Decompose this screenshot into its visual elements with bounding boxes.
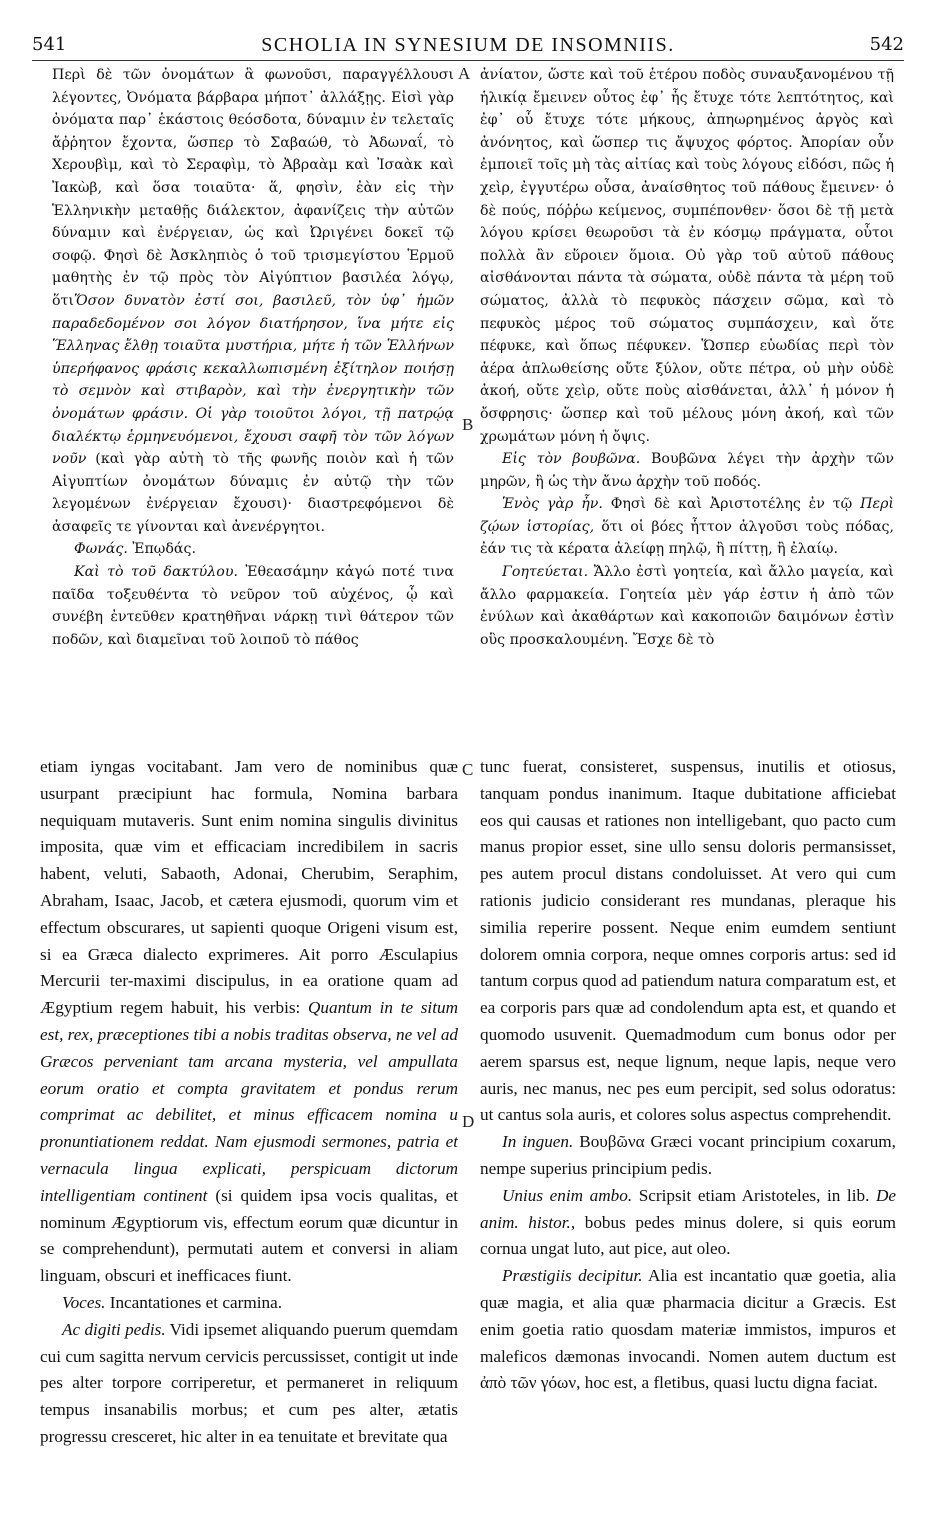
paragraph bbox=[52, 561, 454, 651]
body-text: ὅτι οἱ βόες ἧττον ἀλγοῦσι τοὺς πόδας, ἐάν τις τὰ κέρατα ἀλείφῃ πηλῷ, ἢ πίττῃ, ἢ ἐλαίῳ. bbox=[480, 518, 894, 558]
paragraph bbox=[40, 1317, 458, 1451]
lemma: Præstigiis decipitur. bbox=[502, 1266, 643, 1286]
section-marker-b: B bbox=[462, 415, 474, 434]
greek-column-left bbox=[52, 64, 454, 726]
body-text: tunc fuerat, consisteret, suspensus, inutilis et otiosus, tanquam pondus inanimum. Itaque dubitatione afficiebat eos qui causas et rationes non intelligebant, quo pacto cum manus propior esset, sine ullo sensu doloris permansisset, pes autem procul distans condoluisset. At vero qui cum rationis judicio considerant res mundanas, pleraque his similia reperire possent. Neque enim eumdem sentiunt dolorem omnia corpora, neque omnes corporis artus: sed id tantum corpus quod ad patiendum natura comparatum est, et ea corporis pars quæ ad condolendum apta est, et quando et quomodo usuvenit. Quemadmodum cum bonus odor per aerem sparsus est, neque lignum, neque lapis, neque vero auris, nec manus, nec pes eum percipit, sed solus odoratus: ut cantus sola auris, et colores solus aspectus comprehendit. bbox=[480, 757, 896, 1125]
quotation-text: Ὅσον δυνατὸν ἐστί σοι, βασιλεῦ, τὸν ὑφ᾽ ἡμῶν παραδεδομένον σοι λόγον διατήρησον, ἵνα μήτε εἰς Ἕλληνας ἔλθῃ τοιαῦτα μυστήρια, μήτε ἡ τῶν Ἑλλήνων ὑπερήφανος φράσις κεκαλλωπισμένη ἐξίτηλον ποιήσῃ τὸ σεμνὸν καὶ στιβαρὸν, καὶ τὴν ἐνεργητικὴν τῶν ὀνομάτων φράσιν. Οἱ γὰρ τοιοῦτοι λόγοι, τῇ πατρῴᾳ διαλέκτῳ ἑρμηνευόμενοι, ἔχουσι σαφῆ τὸν τῶν λόγων νοῦν bbox=[52, 292, 454, 468]
greek-column-right bbox=[480, 64, 894, 726]
paragraph bbox=[52, 538, 454, 561]
paragraph bbox=[480, 1183, 896, 1263]
paragraph bbox=[480, 561, 894, 651]
lemma: Καὶ τὸ τοῦ δακτύλου. bbox=[74, 564, 238, 581]
running-header bbox=[32, 34, 904, 58]
running-title: SCHOLIA IN SYNESIUM DE INSOMNIIS. bbox=[261, 34, 675, 56]
latin-column-left bbox=[40, 754, 458, 1532]
body-text: (si quidem ipsa vocis qualitas, et nominum Ægyptiorum vis, effectum eorum quæ dicuntur in se comprehendunt), permutati autem et conversi in aliam linguam, obscuri et inefficaces fiunt. bbox=[40, 1185, 458, 1286]
body-text: (καὶ γὰρ αὐτὴ τὸ τῆς φωνῆς ποιὸν καὶ ἡ τῶν Αἰγυπτίων ὀνομάτων δύναμις ἐν αὐτῷ τὴν τῶν λεγομένων ἐνέργειαν ἔχουσι)· διαστρεφόμενοι δὲ ἀσαφεῖς τε γίνονται καὶ ἀνενέργητοι. bbox=[52, 451, 454, 535]
body-text: etiam iyngas vocitabant. Jam vero de nominibus quæ usurpant præcipiunt hac formula, Nomina barbara nequiquam mutaveris. Sunt enim nomina singulis divinitus imposita, quæ vim et efficaciam incredibilem in sacris habent, veluti, Sabaoth, Adonai, Cherubim, Seraphim, Abraham, Isaac, Jacob, et cætera ejusmodi, quorum vim et effectum obscurares, ut sapienti quoque Origeni visum est, si ea Græca dialecto exprimeres. Ait porro Æsculapius Mercurii ter-maximi discipulus, in ea oratione quam ad Ægyptium regem habuit, his verbis: bbox=[40, 757, 458, 1018]
body-text: Scripsit etiam Aristoteles, in lib. bbox=[632, 1185, 876, 1205]
lemma: Unius enim ambo. bbox=[502, 1185, 633, 1205]
section-marker-d: D bbox=[462, 1112, 475, 1131]
lemma: Γοητεύεται. bbox=[502, 564, 589, 581]
page-number-left: 541 bbox=[32, 34, 67, 55]
header-rule bbox=[32, 60, 904, 61]
body-text: Περὶ δὲ τῶν ὀνομάτων ἃ φωνοῦσι, παραγγέλλουσι λέγοντες, Ὀνόματα βάρβαρα μήποτ᾽ ἀλλάξῃς. Εἰσὶ γὰρ ὀνόματα παρ᾽ ἑκάστοις θεόσδοτα, δύναμιν ἐν τελεταῖς ἄῤῥητον ἔχοντα, ὥσπερ τὸ Σαβαώθ, τὸ Ἀδωναΐ, τὸ Χερουβὶμ, καὶ τὸ Σεραφὶμ, τὸ Ἀβραὰμ καὶ Ἰσαὰκ καὶ Ἰακὼβ, καὶ ὅσα τοιαῦτα· ἅ, φησὶν, ἐὰν εἰς τὴν Ἑλληνικὴν μεταθῇς διάλεκτον, ἀφανίζεις τὴν αὐτῶν δύναμιν καὶ ἐνέργειαν, ὡς καὶ Ὠριγένει δοκεῖ τῷ σοφῷ. Φησὶ δὲ Ἀσκληπιὸς ὁ τοῦ τρισμεγίστου Ἑρμοῦ μαθητὴς ἐν τῷ πρὸς τὸν Αἰγύπτιον βασιλέα λόγῳ, ὅτι bbox=[52, 67, 454, 309]
paragraph bbox=[480, 1129, 896, 1183]
body-text: Βουβῶνα Græci vocant principium coxarum, nempe superius principium pedis. bbox=[480, 1132, 896, 1178]
body-text: Ἐπῳδάς. bbox=[127, 541, 196, 558]
body-text: ἀνίατον, ὥστε καὶ τοῦ ἑτέρου ποδὸς συναυξανομένου τῇ ἡλικίᾳ ἔμεινεν οὗτος ἐφ᾽ ἧς ἔτυχε τότε λεπτότητος, καὶ ἐφ᾽ οὗ ἔτυχε τότε μήκους, ἀπηωρημένος ἀργὸς καὶ ἀνόνητος, καὶ ὥσπερ τις ἄψυχος φόρτος. Ἀπορίαν οὖν ἐμποιεῖ τοῖς μὴ τὰς αἰτίας καὶ τοὺς λόγους εἰδόσι, πῶς ἡ χεὶρ, ἐγγυτέρω οὖσα, ἀναίσθητος τοῦ πάθους ἔμεινεν· ὁ δὲ πούς, πόῤῥω κείμενος, συμπέπονθεν· ὅσοι δὲ τῇ μετὰ λόγου κρίσει θεωροῦσι τὰ ἐν κόσμῳ πράγματα, οὗτοι πολλὰ ἂν εὕροιεν ὅμοια. Οὐ γὰρ τοῦ αὐτοῦ πάθους αἰσθάνονται πάντα τὰ σώματα, οὐδὲ πάντα τὰ μέρη τοῦ σώματος, ἀλλὰ τὸ πεφυκὸς πάσχειν σῶμα, καὶ τὸ πεφυκὸς μέρος τοῦ σώματος συμπάσχειν, καὶ ὅτε πέφυκε, καὶ ὅπως πέφυκεν. Ὥσπερ εὐωδίας περὶ τὸν ἀέρα ἁπλωθείσης οὔτε ξύλον, οὔτε πέτρα, οὐ μὴν οὐδὲ ἀκοή, οὔτε χεὶρ, οὔτε ποὺς αἰσθάνεται, ἀλλ᾽ ἡ μόνον ἡ ὄσφρησις· ὥσπερ καὶ τοῦ μέλους μόνη ἀκοή, καὶ τῶν χρωμάτων μόνη ἡ ὄψις. bbox=[480, 67, 894, 445]
work-title: De anim. histor. bbox=[480, 1185, 896, 1232]
section-marker-c: C bbox=[462, 760, 474, 779]
body-text: Alia est incantatio quæ goetia, alia quæ magia, et alia quæ pharmacia dicitur a Græcis. Est enim goetia ratio quosdam materiæ immistos, impuros et maleficos dæmonas invocandi. Nomen autem ductum est ἀπὸ τῶν γόων, hoc est, a fletibus, quasi luctu digna faciat. bbox=[480, 1266, 896, 1393]
lemma: Φωνάς. bbox=[74, 541, 128, 558]
paragraph bbox=[480, 493, 894, 561]
body-text: Φησὶ δὲ καὶ Ἀριστοτέλης ἐν τῷ bbox=[602, 496, 861, 513]
lemma: Ἑνὸς γὰρ ἦν. bbox=[502, 496, 603, 513]
lemma: In inguen. bbox=[502, 1132, 574, 1152]
paragraph bbox=[480, 448, 894, 493]
body-text: , bobus pedes minus dolere, si quis eorum cornua ungat luto, aut pice, aut oleo. bbox=[480, 1212, 896, 1259]
lemma: Εἰς τὸν βουβῶνα. bbox=[502, 451, 641, 468]
quotation-text: Quantum in te situm est, rex, præceptiones tibi a nobis traditas observa, ne vel ad Græcos perveniant tam arcana mysteria, vel ampullata eorum oratio et compta gravitatem et pondus rerum comprimat ac debilitet, et minus efficacem nomina u pronuntiationem reddat. Nam ejusmodi sermones, patria et vernacula lingua explicati, perspicuam dictorum intelligentiam continent bbox=[40, 998, 458, 1205]
paragraph bbox=[40, 754, 458, 1290]
lemma: Voces. bbox=[62, 1292, 106, 1312]
lemma: Ac digiti pedis. bbox=[62, 1319, 166, 1339]
body-text: Vidi ipsemet aliquando puerum quemdam cui cum sagitta nervum cervicis percussisset, contigit ut inde pes alter torpore corriperetur, et permaneret in reliquum tempus insanabilis morbus; et cum pes alter, ætatis progressu cresceret, hic alter in ea tenuitate et brevitate qua bbox=[40, 1319, 458, 1446]
paragraph bbox=[40, 1290, 458, 1317]
latin-column-right bbox=[480, 754, 896, 1532]
section-marker-a: A bbox=[458, 64, 471, 83]
page-number-right: 542 bbox=[869, 34, 904, 55]
paragraph bbox=[52, 64, 454, 538]
paragraph bbox=[480, 64, 894, 448]
body-text: Ἐθεασάμην κἀγώ ποτέ τινα παῖδα τοξευθέντα τὸ νεῦρον τοῦ αὐχένος, ᾧ καὶ συνέβη ἐντεῦθεν κρατηθῆναι νάρκῃ τινὶ θάτερον τῶν ποδῶν, καὶ διαμεῖναι τοῦ λοιποῦ τὸ πάθος bbox=[52, 564, 454, 648]
work-title: Περὶ ζῴων ἱστορίας, bbox=[480, 496, 894, 535]
paragraph bbox=[480, 754, 896, 1129]
paragraph bbox=[480, 1263, 896, 1397]
body-text: Ἄλλο ἐστὶ γοητεία, καὶ ἄλλο μαγεία, καὶ ἄλλο φαρμακεία. Γοητεία μὲν γάρ ἐστιν ἡ ἀπὸ τῶν ἐνύλων καὶ ἀκαθάρτων καὶ κακοποιῶν δαιμόνων ἐστὶν οὓς προσκαλουμένη. Ἔσχε δὲ τὸ bbox=[480, 564, 894, 648]
body-text: Βουβῶνα λέγει τὴν ἀρχὴν τῶν μηρῶν, ἢ ὡς τὴν ἄνω ἀρχὴν τοῦ ποδός. bbox=[480, 451, 894, 490]
body-text: Incantationes et carmina. bbox=[105, 1292, 283, 1312]
